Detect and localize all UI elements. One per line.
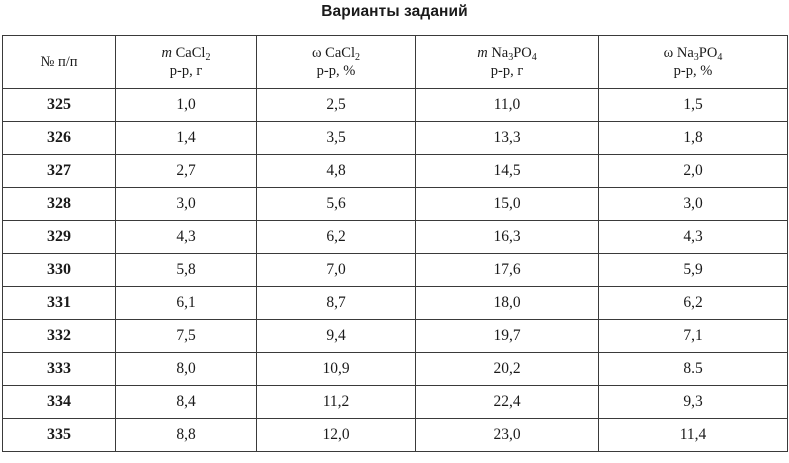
formula-cacl2: CaCl$_2$: [175, 45, 211, 63]
table-row: [3, 320, 788, 353]
cell-mass-na3po4: 16,3: [416, 221, 599, 254]
cell-variant-number: 332: [3, 320, 116, 353]
cell-fraction-na3po4: 4,3: [599, 221, 788, 254]
cell-fraction-na3po4: 7,1: [599, 320, 788, 353]
cell-fraction-cacl2: 9,4: [257, 320, 416, 353]
variants-table: [2, 35, 788, 452]
cell-variant-number: 330: [3, 254, 116, 287]
cell-mass-na3po4: 13,3: [416, 122, 599, 155]
col-header-fraction-na3po4: [599, 36, 788, 89]
cell-mass-cacl2: 8,0: [116, 353, 257, 386]
cell-mass-cacl2: 1,4: [116, 122, 257, 155]
cell-mass-cacl2: 5,8: [116, 254, 257, 287]
formula-na3po4: $Na_3PO_4$: [676, 45, 723, 63]
cell-variant-number: 331: [3, 287, 116, 320]
cell-variant-number: 335: [3, 419, 116, 452]
table-row: [3, 419, 788, 452]
cell-variant-number: 329: [3, 221, 116, 254]
cell-fraction-cacl2: 2,5: [257, 89, 416, 122]
cell-fraction-na3po4: 11,4: [599, 419, 788, 452]
cell-variant-number: 334: [3, 386, 116, 419]
mass-symbol: m: [161, 45, 173, 61]
col-header-mass-cacl2: [116, 36, 257, 89]
cell-variant-number: 328: [3, 188, 116, 221]
unit-label: р-р, г: [490, 63, 524, 79]
col-header-number-label: № п/п: [40, 54, 78, 70]
cell-fraction-na3po4: 5,9: [599, 254, 788, 287]
table-row: [3, 122, 788, 155]
cell-mass-na3po4: 11,0: [416, 89, 599, 122]
table-row: [3, 89, 788, 122]
unit-label: р-р, г: [169, 63, 203, 79]
cell-fraction-cacl2: 10,9: [257, 353, 416, 386]
cell-mass-cacl2: 2,7: [116, 155, 257, 188]
formula-cacl2: CaCl$_2$: [325, 45, 360, 63]
formula-na3po4: $Na_3PO_4$: [491, 45, 537, 63]
cell-fraction-na3po4: 1,8: [599, 122, 788, 155]
table-row: [3, 386, 788, 419]
cell-mass-cacl2: 7,5: [116, 320, 257, 353]
cell-mass-na3po4: 19,7: [416, 320, 599, 353]
cell-mass-cacl2: 4,3: [116, 221, 257, 254]
cell-fraction-cacl2: 6,2: [257, 221, 416, 254]
cell-fraction-cacl2: 5,6: [257, 188, 416, 221]
cell-mass-cacl2: 8,8: [116, 419, 257, 452]
cell-mass-cacl2: 1,0: [116, 89, 257, 122]
col-header-number: [3, 36, 116, 89]
table-row: [3, 287, 788, 320]
cell-fraction-cacl2: 4,8: [257, 155, 416, 188]
cell-fraction-na3po4: 9,3: [599, 386, 788, 419]
cell-fraction-na3po4: 8.5: [599, 353, 788, 386]
cell-variant-number: 326: [3, 122, 116, 155]
col-header-mass-na3po4: [416, 36, 599, 89]
cell-mass-na3po4: 18,0: [416, 287, 599, 320]
cell-mass-na3po4: 15,0: [416, 188, 599, 221]
cell-fraction-na3po4: 1,5: [599, 89, 788, 122]
cell-variant-number: 333: [3, 353, 116, 386]
cell-mass-na3po4: 17,6: [416, 254, 599, 287]
cell-mass-na3po4: 22,4: [416, 386, 599, 419]
table-row: [3, 188, 788, 221]
fraction-symbol: ω: [663, 45, 674, 61]
cell-mass-na3po4: 14,5: [416, 155, 599, 188]
unit-label: р-р, %: [673, 63, 713, 79]
fraction-symbol: ω: [312, 45, 322, 61]
table-row: [3, 254, 788, 287]
cell-mass-cacl2: 3,0: [116, 188, 257, 221]
cell-fraction-cacl2: 8,7: [257, 287, 416, 320]
table-row: [3, 353, 788, 386]
cell-mass-cacl2: 6,1: [116, 287, 257, 320]
cell-mass-cacl2: 8,4: [116, 386, 257, 419]
cell-fraction-cacl2: 11,2: [257, 386, 416, 419]
table-body: [3, 89, 788, 452]
cell-fraction-na3po4: 6,2: [599, 287, 788, 320]
cell-fraction-cacl2: 12,0: [257, 419, 416, 452]
cell-mass-na3po4: 23,0: [416, 419, 599, 452]
cell-fraction-na3po4: 2,0: [599, 155, 788, 188]
unit-label: р-р, %: [316, 63, 356, 79]
cell-fraction-cacl2: 3,5: [257, 122, 416, 155]
header-row: [3, 36, 788, 89]
table-row: [3, 155, 788, 188]
cell-variant-number: 327: [3, 155, 116, 188]
mass-symbol: m: [477, 45, 488, 61]
cell-variant-number: 325: [3, 89, 116, 122]
table-title: Варианты заданий: [321, 3, 468, 20]
cell-fraction-cacl2: 7,0: [257, 254, 416, 287]
cell-mass-na3po4: 20,2: [416, 353, 599, 386]
cell-fraction-na3po4: 3,0: [599, 188, 788, 221]
col-header-fraction-cacl2: [257, 36, 416, 89]
table-row: [3, 221, 788, 254]
